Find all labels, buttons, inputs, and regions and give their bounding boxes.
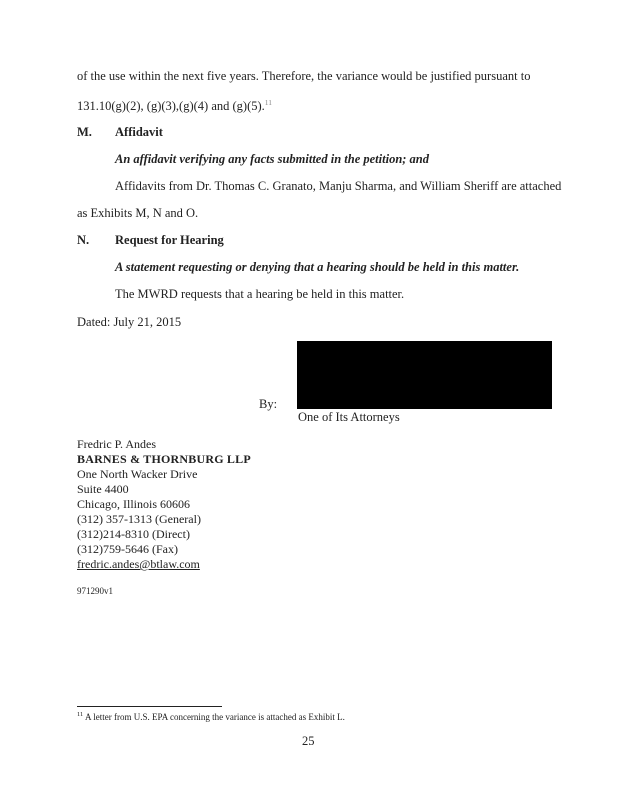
page-number: 25	[302, 734, 315, 748]
section-m-requirement: An affidavit verifying any facts submitted in the petition; and	[115, 152, 430, 166]
footnote	[77, 711, 345, 722]
section-m-title: Affidavit	[115, 125, 163, 139]
footnote-text: A letter from U.S. EPA concerning the variance is attached as Exhibit L.	[85, 712, 345, 722]
fax-number: (312)759-5646 (Fax)	[77, 542, 178, 556]
address-line-1: One North Wacker Drive	[77, 467, 198, 481]
by-label: By:	[259, 397, 278, 411]
email-link[interactable]: fredric.andes@btlaw.com	[77, 557, 200, 571]
redacted-signature	[297, 341, 552, 409]
section-n-title: Request for Hearing	[115, 233, 224, 247]
address-line-2: Suite 4400	[77, 482, 129, 496]
section-n-requirement: A statement requesting or denying that a hearing should be held in this matter.	[115, 260, 520, 274]
body-line-1: of the use within the next five years. Therefore, the variance would be justified pursuant to	[77, 69, 531, 83]
section-m-letter: M.	[77, 125, 92, 139]
regulation-citation: 131.10(g)(2), (g)(3),(g)(4) and (g)(5).	[77, 99, 265, 114]
section-m-text-line-2: as Exhibits M, N and O.	[77, 206, 199, 220]
attorney-block	[77, 437, 251, 572]
body-line-2	[77, 95, 272, 114]
footnote-number: 11	[77, 711, 84, 718]
section-n-text: The MWRD requests that a hearing be held in this matter.	[115, 287, 405, 301]
section-n-letter: N.	[77, 233, 90, 247]
phone-direct: (312)214-8310 (Direct)	[77, 527, 190, 541]
attorney-name: Fredric P. Andes	[77, 437, 156, 451]
document-code: 971290v1	[77, 586, 113, 596]
firm-name: BARNES & THORNBURG LLP	[77, 452, 251, 466]
phone-general: (312) 357-1313 (General)	[77, 512, 201, 526]
footnote-reference: 11	[264, 98, 273, 107]
signature-caption: One of Its Attorneys	[298, 410, 400, 424]
footnote-divider	[77, 706, 222, 707]
address-city: Chicago, Illinois 60606	[77, 497, 190, 511]
section-m-text-line-1: Affidavits from Dr. Thomas C. Granato, Manju Sharma, and William Sheriff are attached	[115, 179, 562, 193]
dated-line: Dated: July 21, 2015	[77, 315, 182, 329]
